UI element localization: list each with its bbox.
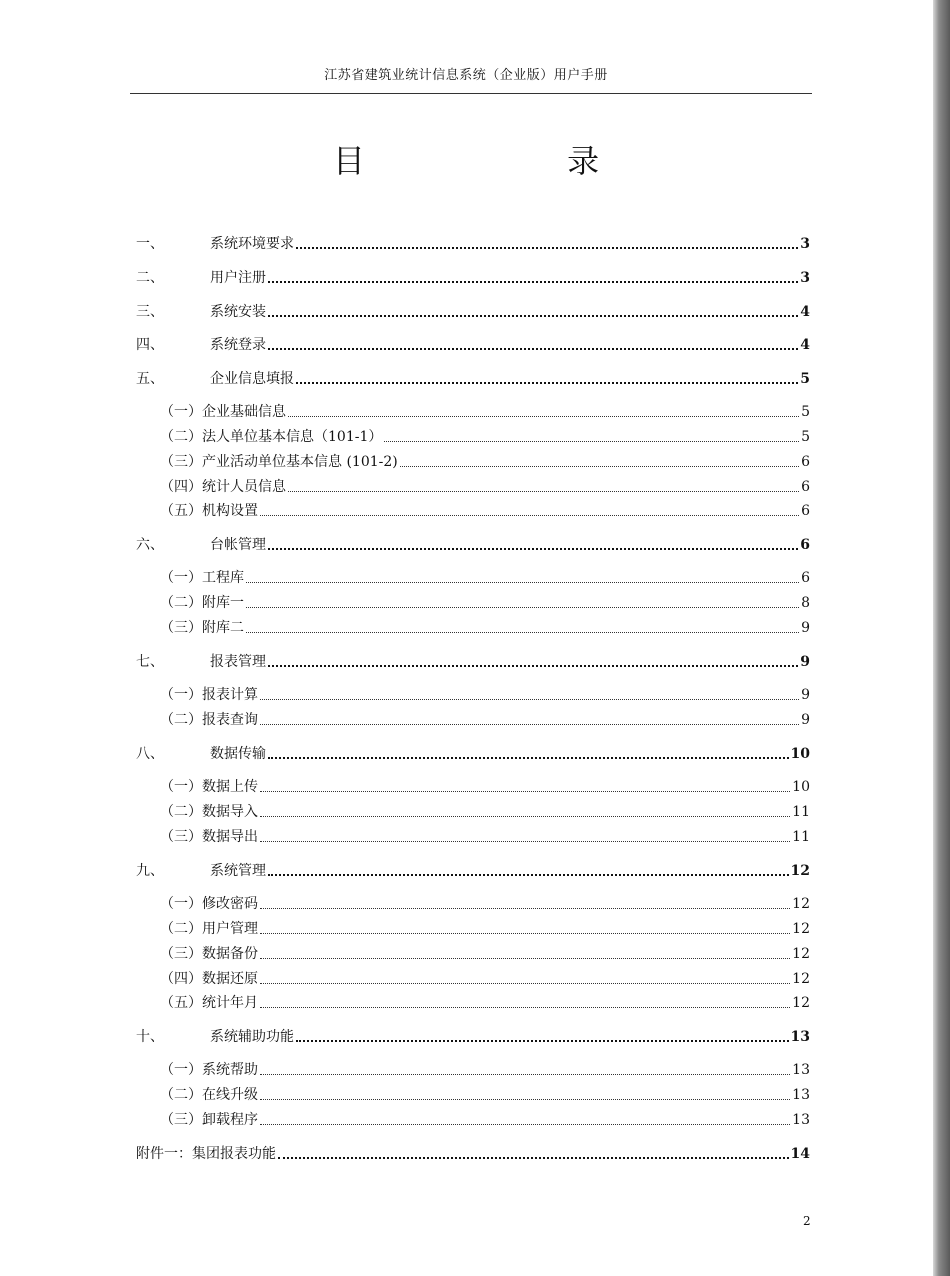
- toc-entry-page: 12: [792, 971, 810, 987]
- toc-entry-title: 数据还原: [202, 971, 258, 987]
- toc-entry[interactable]: [136, 1024, 810, 1046]
- toc-entry-page: 6: [801, 570, 810, 586]
- toc-entry-title: 系统辅助功能: [210, 1029, 294, 1045]
- toc-entry-title: 报表管理: [210, 654, 266, 670]
- toc-entry-number: （一）: [160, 896, 202, 912]
- toc-entry-page: 6: [801, 503, 810, 519]
- toc-entry-title: 产业活动单位基本信息 (101-2): [202, 454, 398, 470]
- toc-entry-title: 台帐管理: [210, 537, 266, 553]
- toc-entry-page: 9: [801, 712, 810, 728]
- toc-dot-leader: [260, 816, 790, 817]
- toc-entry-number: （二）: [160, 712, 202, 728]
- toc-entry-number: 七、: [136, 654, 164, 670]
- document-header-title: 江苏省建筑业统计信息系统（企业版）用户手册: [324, 68, 608, 83]
- toc-dot-leader: [296, 247, 798, 249]
- toc-entry-title: 用户注册: [210, 270, 266, 286]
- toc-dot-leader: [268, 281, 798, 283]
- toc-entry-page: 12: [792, 921, 810, 937]
- toc-entry[interactable]: [160, 707, 810, 729]
- toc-entry[interactable]: [160, 1057, 810, 1079]
- toc-dot-leader: [260, 1124, 790, 1125]
- toc-entry[interactable]: [136, 741, 810, 763]
- toc-entry-number: （五）: [160, 503, 202, 519]
- toc-entry-page: 12: [792, 995, 810, 1011]
- toc-entry[interactable]: [160, 891, 810, 913]
- toc-entry-title: 企业基础信息: [202, 404, 286, 420]
- toc-entry-number: 附件一：: [136, 1146, 192, 1162]
- toc-dot-leader: [288, 491, 799, 492]
- toc-entry-number: 十、: [136, 1029, 164, 1045]
- toc-entry[interactable]: [160, 916, 810, 938]
- toc-entry[interactable]: [136, 649, 810, 671]
- toc-entry[interactable]: [160, 399, 810, 421]
- toc-entry-number: 二、: [136, 270, 164, 286]
- toc-entry[interactable]: [160, 941, 810, 963]
- toc-entry-page: 5: [801, 404, 810, 420]
- toc-entry-title: 卸载程序: [202, 1112, 258, 1128]
- toc-entry-page: 10: [792, 779, 810, 795]
- toc-entry-title: 数据传输: [210, 746, 266, 762]
- toc-entry-page: 6: [800, 537, 810, 553]
- toc-entry-title: 系统帮助: [202, 1062, 258, 1078]
- toc-entry[interactable]: [160, 966, 810, 988]
- toc-dot-leader: [260, 699, 799, 700]
- toc-entry-number: （二）: [160, 595, 202, 611]
- toc-entry-page: 6: [801, 479, 810, 495]
- toc-entry-number: （四）: [160, 971, 202, 987]
- toc-entry-number: （三）: [160, 620, 202, 636]
- toc-dot-leader: [268, 348, 798, 350]
- toc-entry-title: 数据导入: [202, 804, 258, 820]
- toc-entry-number: （一）: [160, 779, 202, 795]
- toc-entry-page: 4: [800, 304, 810, 320]
- toc-dot-leader: [268, 665, 798, 667]
- toc-dot-leader: [260, 1007, 790, 1008]
- toc-entry-number: 八、: [136, 746, 164, 762]
- toc-entry-title: 机构设置: [202, 503, 258, 519]
- toc-entry[interactable]: [160, 474, 810, 496]
- toc-dot-leader: [296, 382, 798, 384]
- toc-entry-number: 九、: [136, 863, 164, 879]
- toc-entry-number: （二）: [160, 1087, 202, 1103]
- toc-dot-leader: [260, 958, 790, 959]
- toc-dot-leader: [246, 632, 799, 633]
- toc-entry-title: 数据导出: [202, 829, 258, 845]
- toc-entry-title: 数据上传: [202, 779, 258, 795]
- toc-entry-number: 六、: [136, 537, 164, 553]
- toc-entry[interactable]: [160, 1082, 810, 1104]
- toc-entry-title: 企业信息填报: [210, 371, 294, 387]
- toc-entry-number: （一）: [160, 570, 202, 586]
- toc-entry[interactable]: [136, 231, 810, 253]
- toc-entry-number: （二）: [160, 429, 202, 445]
- toc-entry-title: 系统环境要求: [210, 236, 294, 252]
- toc-entry[interactable]: [136, 858, 810, 880]
- toc-entry-title: 附库二: [202, 620, 244, 636]
- toc-entry-page: 5: [800, 371, 810, 387]
- toc-entry-page: 12: [792, 946, 810, 962]
- toc-dot-leader: [260, 908, 790, 909]
- toc-entry-page: 13: [792, 1062, 810, 1078]
- page-number: 2: [803, 1214, 811, 1228]
- toc-entry[interactable]: [160, 565, 810, 587]
- toc-entry[interactable]: [160, 682, 810, 704]
- toc-entry-number: （四）: [160, 479, 202, 495]
- toc-entry[interactable]: [136, 332, 810, 354]
- toc-entry-page: 3: [800, 270, 810, 286]
- toc-entry[interactable]: [136, 265, 810, 287]
- toc-entry-page: 8: [801, 595, 810, 611]
- toc-dot-leader: [246, 607, 799, 608]
- toc-dot-leader: [260, 515, 799, 516]
- toc-entry-number: （一）: [160, 687, 202, 703]
- toc-entry-page: 13: [792, 1112, 810, 1128]
- toc-entry-title: 报表查询: [202, 712, 258, 728]
- toc-entry[interactable]: [136, 1141, 810, 1163]
- toc-entry-title: 法人单位基本信息（101-1）: [202, 429, 383, 445]
- toc-entry-number: 五、: [136, 371, 164, 387]
- toc-entry-page: 9: [801, 620, 810, 636]
- toc-entry[interactable]: [136, 532, 810, 554]
- toc-entry[interactable]: [136, 366, 810, 388]
- toc-entry[interactable]: [160, 615, 810, 637]
- toc-dot-leader: [260, 841, 790, 842]
- toc-entry-page: 5: [801, 429, 810, 445]
- toc-dot-leader: [260, 1074, 790, 1075]
- toc-entry-number: （三）: [160, 829, 202, 845]
- toc-entry-number: 一、: [136, 236, 164, 252]
- toc-dot-leader: [400, 466, 799, 467]
- toc-entry-page: 12: [790, 863, 810, 879]
- toc-entry-number: 四、: [136, 337, 164, 353]
- toc-dot-leader: [260, 933, 790, 934]
- toc-entry[interactable]: [160, 1107, 810, 1129]
- toc-entry-number: （二）: [160, 921, 202, 937]
- toc-entry-title: 修改密码: [202, 896, 258, 912]
- toc-entry[interactable]: [160, 824, 810, 846]
- toc-entry-page: 11: [792, 829, 810, 845]
- toc-entry-page: 13: [790, 1029, 810, 1045]
- page-edge-shadow: [933, 0, 950, 1276]
- toc-entry-title: 系统管理: [210, 863, 266, 879]
- toc-entry[interactable]: [160, 990, 810, 1012]
- toc-entry-page: 3: [800, 236, 810, 252]
- toc-entry-number: （五）: [160, 995, 202, 1011]
- toc-dot-leader: [260, 724, 799, 725]
- toc-entry-page: 13: [792, 1087, 810, 1103]
- toc-entry[interactable]: [160, 774, 810, 796]
- toc-entry-title: 附库一: [202, 595, 244, 611]
- toc-entry-number: （三）: [160, 1112, 202, 1128]
- toc-entry-page: 6: [801, 454, 810, 470]
- toc-entry-page: 14: [790, 1146, 810, 1162]
- toc-entry[interactable]: [136, 299, 810, 321]
- toc-entry-number: （一）: [160, 1062, 202, 1078]
- toc-dot-leader: [268, 757, 789, 759]
- toc-entry-number: 三、: [136, 304, 164, 320]
- toc-entry-page: 9: [800, 654, 810, 670]
- toc-entry-page: 11: [792, 804, 810, 820]
- toc-dot-leader: [268, 874, 789, 876]
- toc-dot-leader: [260, 983, 790, 984]
- toc-entry-page: 12: [792, 896, 810, 912]
- toc-entry-number: （一）: [160, 404, 202, 420]
- toc-entry-number: （二）: [160, 804, 202, 820]
- toc-entry-title: 集团报表功能: [192, 1146, 276, 1162]
- toc-entry[interactable]: [160, 424, 810, 446]
- toc-entry-title: 统计年月: [202, 995, 258, 1011]
- toc-entry-title: 报表计算: [202, 687, 258, 703]
- toc-dot-leader: [260, 791, 790, 792]
- toc-entry[interactable]: [160, 498, 810, 520]
- toc-title: 目 录: [332, 142, 696, 180]
- toc-entry-title: 在线升级: [202, 1087, 258, 1103]
- toc-dot-leader: [246, 582, 799, 583]
- toc-dot-leader: [260, 1099, 790, 1100]
- toc-entry-page: 9: [801, 687, 810, 703]
- toc-entry-number: （三）: [160, 946, 202, 962]
- toc-dot-leader: [268, 315, 798, 317]
- toc-dot-leader: [384, 441, 799, 442]
- toc-entry-title: 系统登录: [210, 337, 266, 353]
- toc-entry-title: 统计人员信息: [202, 479, 286, 495]
- toc-entry-title: 用户管理: [202, 921, 258, 937]
- toc-dot-leader: [296, 1040, 789, 1042]
- toc-dot-leader: [278, 1157, 789, 1159]
- toc-entry[interactable]: [160, 799, 810, 821]
- toc-entry[interactable]: [160, 590, 810, 612]
- toc-entry[interactable]: [160, 449, 810, 471]
- toc-entry-number: （三）: [160, 454, 202, 470]
- toc-entry-page: 4: [800, 337, 810, 353]
- toc-entry-page: 10: [790, 746, 810, 762]
- toc-dot-leader: [288, 416, 799, 417]
- toc-entry-title: 系统安装: [210, 304, 266, 320]
- toc-dot-leader: [268, 548, 798, 550]
- toc-entry-title: 数据备份: [202, 946, 258, 962]
- toc-entry-title: 工程库: [202, 570, 244, 586]
